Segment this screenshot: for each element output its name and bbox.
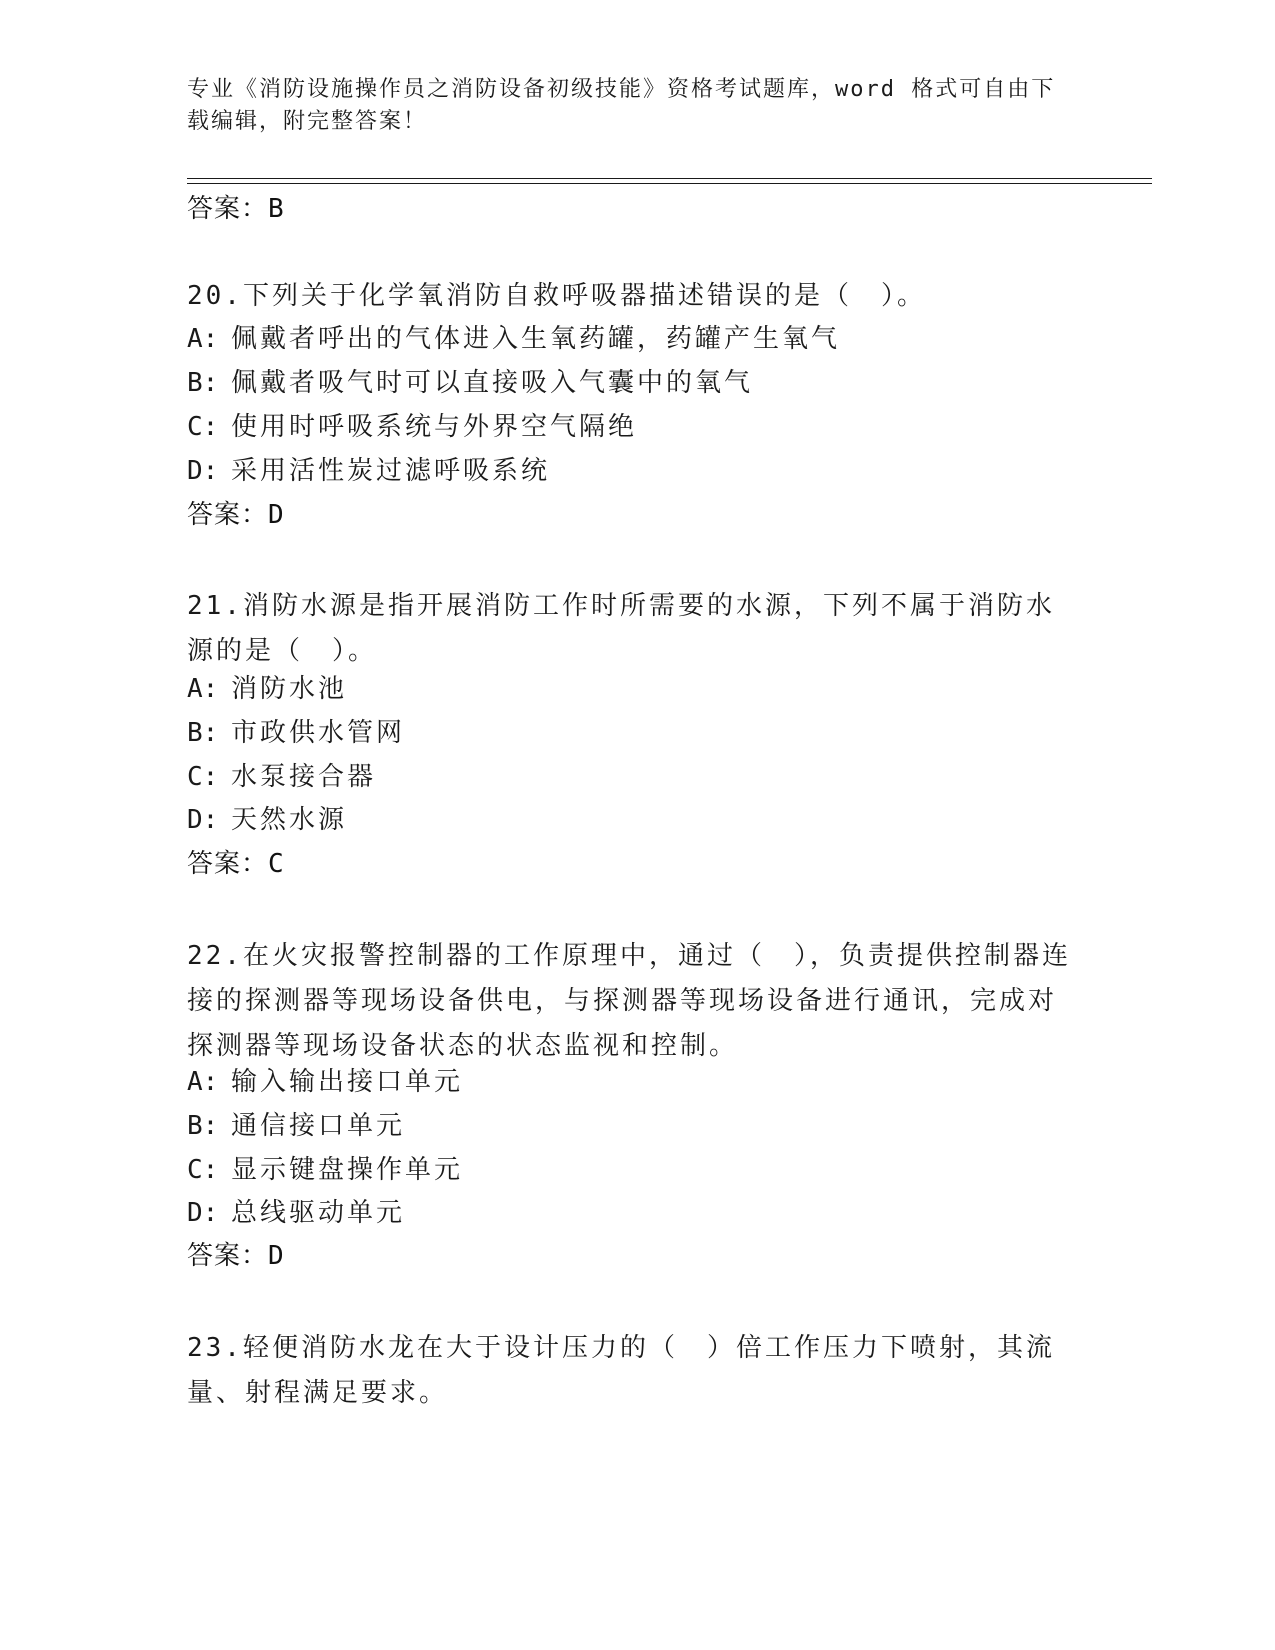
option-text: 通信接口单元 bbox=[231, 1111, 406, 1141]
answer-value: C bbox=[268, 849, 285, 879]
option-key: B: bbox=[187, 1111, 219, 1141]
answer-line bbox=[187, 847, 285, 881]
option-key: B: bbox=[187, 368, 219, 398]
option-text: 使用时呼吸系统与外界空气隔绝 bbox=[231, 412, 638, 442]
option-text: 采用活性炭过滤呼吸系统 bbox=[231, 456, 551, 486]
option-b bbox=[187, 366, 753, 400]
option-c bbox=[187, 760, 376, 794]
answer-value: D bbox=[268, 500, 285, 530]
question-stem: 20.下列关于化学氧消防自救呼吸器描述错误的是（ ）。 bbox=[187, 281, 926, 311]
option-text: 显示键盘操作单元 bbox=[231, 1155, 464, 1185]
option-text: 总线驱动单元 bbox=[231, 1198, 406, 1228]
option-key: A: bbox=[187, 1067, 219, 1097]
option-text: 佩戴者吸气时可以直接吸入气囊中的氧气 bbox=[231, 368, 754, 398]
option-c bbox=[187, 410, 637, 444]
question-stem: 23.轻便消防水龙在大于设计压力的（ ）倍工作压力下喷射，其流量、射程满足要求。 bbox=[187, 1333, 1055, 1408]
option-key: A: bbox=[187, 324, 219, 354]
option-key: C: bbox=[187, 1155, 219, 1185]
option-a bbox=[187, 1065, 463, 1099]
answer-line bbox=[187, 192, 285, 226]
answer-line bbox=[187, 1239, 285, 1273]
answer-value: D bbox=[268, 1241, 285, 1271]
answer-value: B bbox=[268, 194, 285, 224]
option-key: A: bbox=[187, 674, 219, 704]
answer-label: 答案： bbox=[187, 1241, 269, 1271]
option-b bbox=[187, 716, 405, 750]
option-key: B: bbox=[187, 718, 219, 748]
option-key: C: bbox=[187, 412, 219, 442]
option-c bbox=[187, 1153, 463, 1187]
option-key: C: bbox=[187, 762, 219, 792]
option-text: 市政供水管网 bbox=[231, 718, 406, 748]
option-b bbox=[187, 1109, 405, 1143]
question-stem: 22.在火灾报警控制器的工作原理中，通过（ ），负责提供控制器连接的探测器等现场设备供电，与探测器等现场设备进行通讯，完成对探测器等现场设备状态的状态监视和控制。 bbox=[187, 941, 1071, 1061]
question-stem: 21.消防水源是指开展消防工作时所需要的水源，下列不属于消防水源的是（ ）。 bbox=[187, 591, 1055, 666]
header-rule-top bbox=[187, 178, 1152, 179]
option-a bbox=[187, 322, 840, 356]
option-text: 输入输出接口单元 bbox=[231, 1067, 464, 1097]
option-d bbox=[187, 803, 347, 837]
option-d bbox=[187, 1196, 405, 1230]
document-header: 专业《消防设施操作员之消防设备初级技能》资格考试题库，word 格式可自由下载编辑，附完整答案！ bbox=[187, 77, 1056, 134]
option-d bbox=[187, 454, 550, 488]
option-text: 天然水源 bbox=[231, 805, 348, 835]
option-a bbox=[187, 672, 347, 706]
option-key: D: bbox=[187, 1198, 219, 1228]
option-text: 佩戴者呼出的气体进入生氧药罐，药罐产生氧气 bbox=[231, 324, 841, 354]
answer-label: 答案： bbox=[187, 194, 269, 224]
option-text: 水泵接合器 bbox=[231, 762, 377, 792]
option-text: 消防水池 bbox=[231, 674, 348, 704]
answer-label: 答案： bbox=[187, 500, 269, 530]
option-key: D: bbox=[187, 456, 219, 486]
header-rule-bottom bbox=[187, 183, 1152, 184]
option-key: D: bbox=[187, 805, 219, 835]
answer-line bbox=[187, 498, 285, 532]
answer-label: 答案： bbox=[187, 849, 269, 879]
